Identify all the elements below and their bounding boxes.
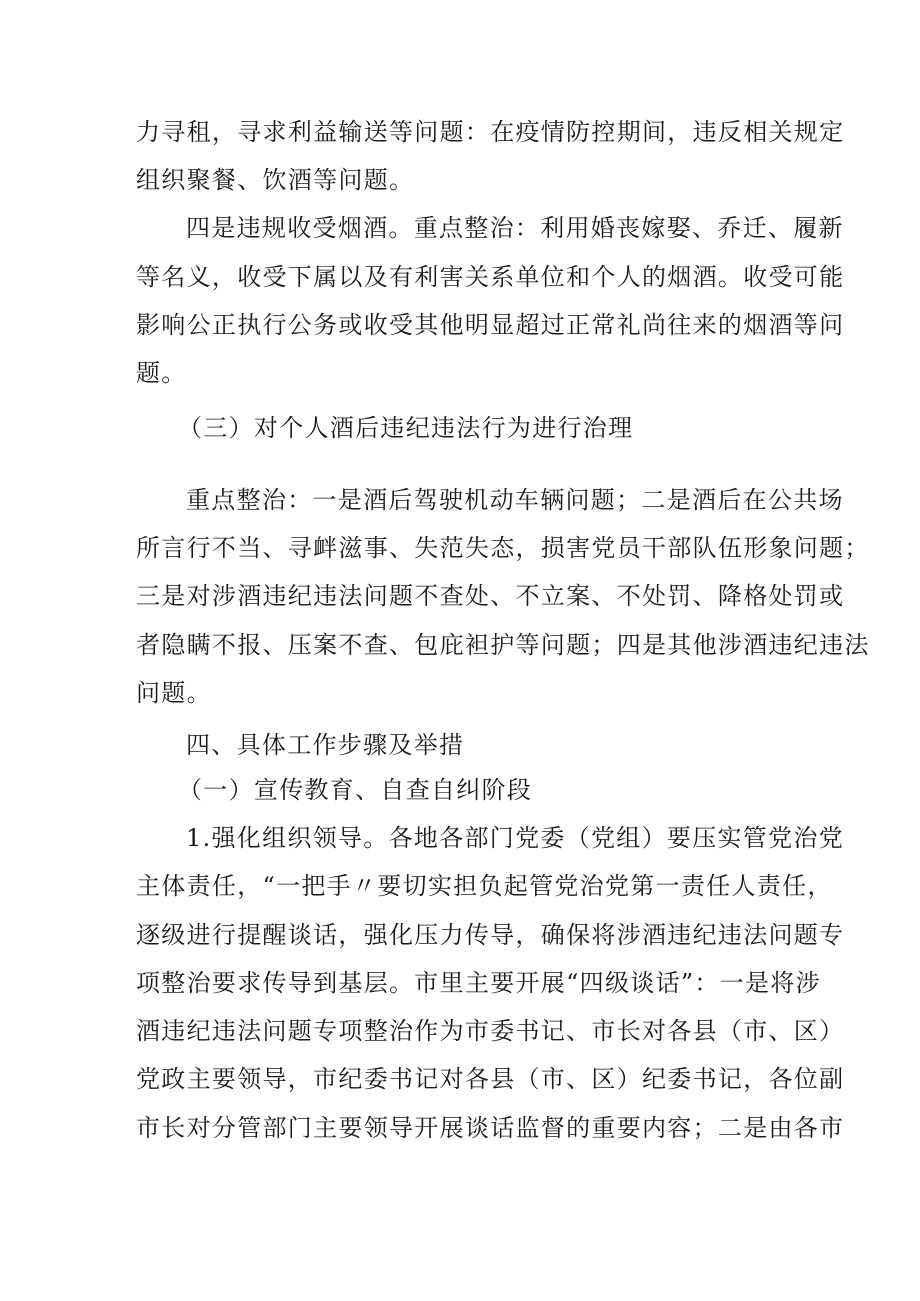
section-heading: 四、具体工作步骤及举措 bbox=[186, 731, 465, 759]
text-line: 题。 bbox=[136, 359, 187, 387]
paragraph-start: 四是违规收受烟酒。重点整治：利用婚丧嫁娶、乔迁、履新 bbox=[186, 214, 844, 242]
text-line: 影响公正执行公务或收受其他明显超过正常礼尚往来的烟酒等问 bbox=[136, 311, 845, 339]
text-line: 市长对分管部门主要领导开展谈话监督的重要内容；二是由各市 bbox=[136, 1114, 845, 1142]
text-line: 问题。 bbox=[136, 679, 212, 707]
text-line: 者隐瞒不报、压案不查、包庇袒护等问题；四是其他涉酒违纪违法 bbox=[136, 631, 870, 659]
text-line: 党政主要领导，市纪委书记对各县（市、区）纪委书记，各位副 bbox=[136, 1065, 845, 1093]
text-line: 所言行不当、寻衅滋事、失范失态，损害党员干部队伍形象问题； bbox=[136, 534, 870, 562]
paragraph-start: 重点整治：一是酒后驾驶机动车辆问题；二是酒后在公共场 bbox=[186, 486, 844, 514]
text-line: 主体责任，“一把手〃要切实担负起管党治党第一责任人责任， bbox=[136, 872, 833, 900]
text-line: 力寻租，寻求利益输送等问题：在疫情防控期间，违反相关规定 bbox=[136, 118, 845, 146]
paragraph-start: 1.强化组织领导。各地各部门党委（党组）要压实管党治党 bbox=[186, 824, 844, 852]
text-line: 逐级进行提醒谈话，强化压力传导，确保将涉酒违纪违法问题专 bbox=[136, 921, 845, 949]
section-heading: （三）对个人酒后违纪违法行为进行治理 bbox=[178, 414, 634, 442]
text-line: 酒违纪违法问题专项整治作为市委书记、市长对各县（市、区） bbox=[136, 1017, 845, 1045]
text-line: 三是对涉酒违纪违法问题不查处、不立案、不处罚、降格处罚或 bbox=[136, 582, 845, 610]
text-line: 项整治要求传导到基层。市里主要开展“四级谈话”：一是将涉 bbox=[136, 969, 821, 997]
text-line: 组织聚餐、饮酒等问题。 bbox=[136, 166, 415, 194]
subsection-heading: （一）宣传教育、自查自纠阶段 bbox=[178, 776, 533, 804]
text-line: 等名义，收受下属以及有利害关系单位和个人的烟酒。收受可能 bbox=[136, 263, 845, 291]
